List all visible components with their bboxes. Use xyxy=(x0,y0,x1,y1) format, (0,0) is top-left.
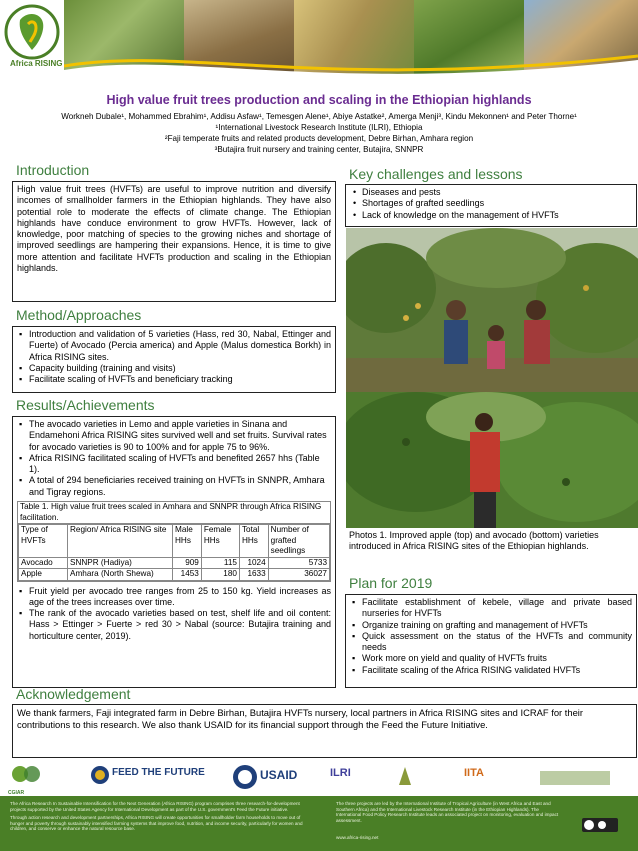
challenges-heading: Key challenges and lessons xyxy=(349,166,523,182)
footer-website-link[interactable]: www.africa-rising.net xyxy=(336,835,379,841)
method-item: ▪ Introduction and validation of 5 varieties (Hass, red 30, Nabal, Ettinger and Fuerte) of Avocado (Percia america) and Apple (Malus domestica Borkh) in Africa RISING sites. xyxy=(29,329,331,363)
plan-list xyxy=(350,597,632,676)
table-cell: 115 xyxy=(201,557,239,569)
introduction-box xyxy=(12,181,336,302)
table-cell: SNNPR (Hadiya) xyxy=(68,557,173,569)
plan-item: ▪ Work more on yield and quality of HVFTs fruits xyxy=(362,653,632,664)
usaid-logo xyxy=(232,764,312,792)
table-header-cell: Total HHs xyxy=(239,525,268,558)
challenges-item: • Diseases and pests xyxy=(362,187,632,198)
footer-left-text xyxy=(10,801,310,832)
footer-left-para-2: Through action research and development partnerships, Africa RISING will create opportunities for smallholder farm households to move out of hunger and poverty through sustainably intensified farming systems that improve food, nutrition, and income security, particularly for women and children, and conserve or enhance the natural resource base. xyxy=(10,815,303,832)
table-cell: Apple xyxy=(19,569,68,581)
authors-block xyxy=(0,111,638,155)
plan-item: ▪ Facilitate establishment of kebele, village and private based nurseries for HVFTs xyxy=(362,597,632,620)
avocado-photo xyxy=(346,392,638,528)
cgiar-label: CGIAR xyxy=(8,790,25,796)
footer-right-para-1: The three projects are led by the International Institute of Tropical Agriculture (in West Africa and East and Southern Africa) and the International Livestock Research Institute (in the Ethiopian Highlands). The International Food Policy Research Institute leads an associated project on monitoring, evaluation and impact assessment. xyxy=(336,801,559,823)
table-caption: Table 1. High value fruit trees scaled in Amhara and SNNPR through Africa RISING facilitation. xyxy=(18,502,330,524)
ifpri-logo xyxy=(396,765,414,791)
table-header-row xyxy=(19,525,330,558)
affiliation-1: ¹International Livestock Research Institute (ILRI), Ethiopia xyxy=(215,123,423,132)
acknowledgement-box xyxy=(12,704,637,758)
authors-line: Workneh Dubale¹, Mohammed Ebrahim¹, Addisu Asfaw¹, Temesgen Alene¹, Abiye Astatke², Amerga Menji³, Kindu Mekonnen¹ and Peter Thorne¹ xyxy=(61,112,577,121)
footer-right-text xyxy=(336,801,564,841)
table-cell: 1453 xyxy=(173,569,202,581)
plan-item: ▪ Facilitate scaling of the Africa RISING validated HVFTs xyxy=(362,665,632,676)
introduction-text: High value fruit trees (HVFTs) are useful to improve nutrition and diversify incomes of smallholder farmers in the Ethiopian highlands. They have also potential role to moderate the effects of climate change. The Ethiopian highlands have conduce environment to grow HVFTs. However, lack of knowledge, poor matching of species to the growing niches and shortage of improved seedlings are hampering their expansions. Hence, it is time to give more attention and facilitate HVFTs production and scaling in the Ethiopian highlands. xyxy=(17,184,331,274)
table-cell: Amhara (North Shewa) xyxy=(68,569,173,581)
table-cell: 5733 xyxy=(268,557,329,569)
usaid-label: USAID xyxy=(260,768,298,782)
partner-logos xyxy=(0,761,638,795)
results-item: ▪ Africa RISING facilitated scaling of HVFTs and benefited 2657 hhs (Table 1). xyxy=(29,453,331,476)
introduction-heading: Introduction xyxy=(16,162,90,178)
challenges-list xyxy=(350,187,632,221)
results-table-wrap xyxy=(17,501,331,582)
table-cell: 180 xyxy=(201,569,239,581)
cgiar-logo xyxy=(8,763,48,796)
affiliation-3: ³Butajira fruit nursery and training center, Butajira, SNNPR xyxy=(214,145,424,154)
poster-title: High value fruit trees production and scaling in the Ethiopian highlands xyxy=(106,93,532,107)
method-item: ▪ Capacity building (training and visits) xyxy=(29,363,331,374)
table-header-cell: Number of grafted seedlings xyxy=(268,525,329,558)
photos-caption: Photos 1. Improved apple (top) and avocado (bottom) varieties introduced in Africa RISING sites of the Ethiopian highlands. xyxy=(349,530,599,551)
acknowledgement-heading: Acknowledgement xyxy=(16,686,131,702)
method-list xyxy=(17,329,331,385)
plan-box xyxy=(345,594,637,688)
challenges-item: • Shortages of grafted seedlings xyxy=(362,198,632,209)
challenges-box xyxy=(345,184,637,227)
table-row xyxy=(19,557,330,569)
results-box xyxy=(12,416,336,688)
table-cell: 909 xyxy=(173,557,202,569)
table-header-cell: Type of HVFTs xyxy=(19,525,68,558)
method-box xyxy=(12,326,336,393)
plan-item: ▪ Quick assessment on the status of the HVFTs and community needs xyxy=(362,631,632,654)
footer-left-para-1: The Africa Research In Sustainable Intensification for the Next Generation (Africa RISING) program comprises three research-for-development projects supported by the United States Agency for International Development as part of the U.S. government's Feed the Future initiative. xyxy=(10,801,300,812)
table-header-cell: Region/ Africa RISING site xyxy=(68,525,173,558)
method-item: ▪ Facilitate scaling of HVFTs and beneficiary tracking xyxy=(29,374,331,385)
affiliation-2: ²Faji temperate fruits and related products development, Debre Birhan, Amhara region xyxy=(164,134,474,143)
results-heading: Results/Achievements xyxy=(16,397,155,413)
results-list xyxy=(17,419,331,498)
plan-item: ▪ Organize training on grafting and management of HVFTs xyxy=(362,620,632,631)
creative-commons-badge xyxy=(582,818,618,832)
ftf-label: FEED THE FUTURE xyxy=(112,767,205,778)
acknowledgement-text: We thank farmers, Faji integrated farm in Debre Birhan, Butajira HVFTs nursery, local partners in Africa RISING sites and ICRAF for their contributions to this research. We also thank USAID for its financial support through the Feed the Future Initiative. xyxy=(17,707,584,730)
results-list-after xyxy=(17,586,331,642)
method-heading: Method/Approaches xyxy=(16,307,142,323)
ilri-logo: ILRI xyxy=(330,767,351,779)
feed-the-future-logo xyxy=(90,765,230,791)
results-item: ▪ The avocado varieties in Lemo and apple varieties in Sinana and Endamehoni Africa RISING sites survived well and set fruits. Survival rates for avocado varieties is 90 to 100% and for apple 75 to 96%. xyxy=(29,419,331,453)
apple-photo xyxy=(346,228,638,392)
iita-logo: IITA xyxy=(464,767,484,779)
table-row xyxy=(19,569,330,581)
results-item: ▪ Fruit yield per avocado tree ranges from 25 to 150 kg. Yield increases as age of the trees increases over time. xyxy=(29,586,331,609)
table-header-cell: Male HHs xyxy=(173,525,202,558)
footer-band xyxy=(0,796,638,851)
header-photo-strip xyxy=(64,0,638,90)
results-item: ▪ The rank of the avocado varieties based on test, shelf life and oil content: Hass > Ettinger > Fuerte > red 30 > Nabal (source: Butajira training and horticulture center, 2019). xyxy=(29,608,331,642)
table-cell: 1633 xyxy=(239,569,268,581)
results-item: ▪ A total of 294 beneficiaries received training on HVFTs in SNNPR, Amhara and Tigray regions. xyxy=(29,475,331,498)
results-table xyxy=(18,524,330,581)
table-header-cell: Female HHs xyxy=(201,525,239,558)
table-cell: 36027 xyxy=(268,569,329,581)
africa-rising-logo xyxy=(4,2,62,70)
plan-heading: Plan for 2019 xyxy=(349,575,433,591)
challenges-item: • Lack of knowledge on the management of HVFTs xyxy=(362,210,632,221)
logo-lettering: Africa RISING xyxy=(10,59,62,68)
table-cell: 1024 xyxy=(239,557,268,569)
table-cell: Avocado xyxy=(19,557,68,569)
partner-logo-right xyxy=(540,765,610,791)
